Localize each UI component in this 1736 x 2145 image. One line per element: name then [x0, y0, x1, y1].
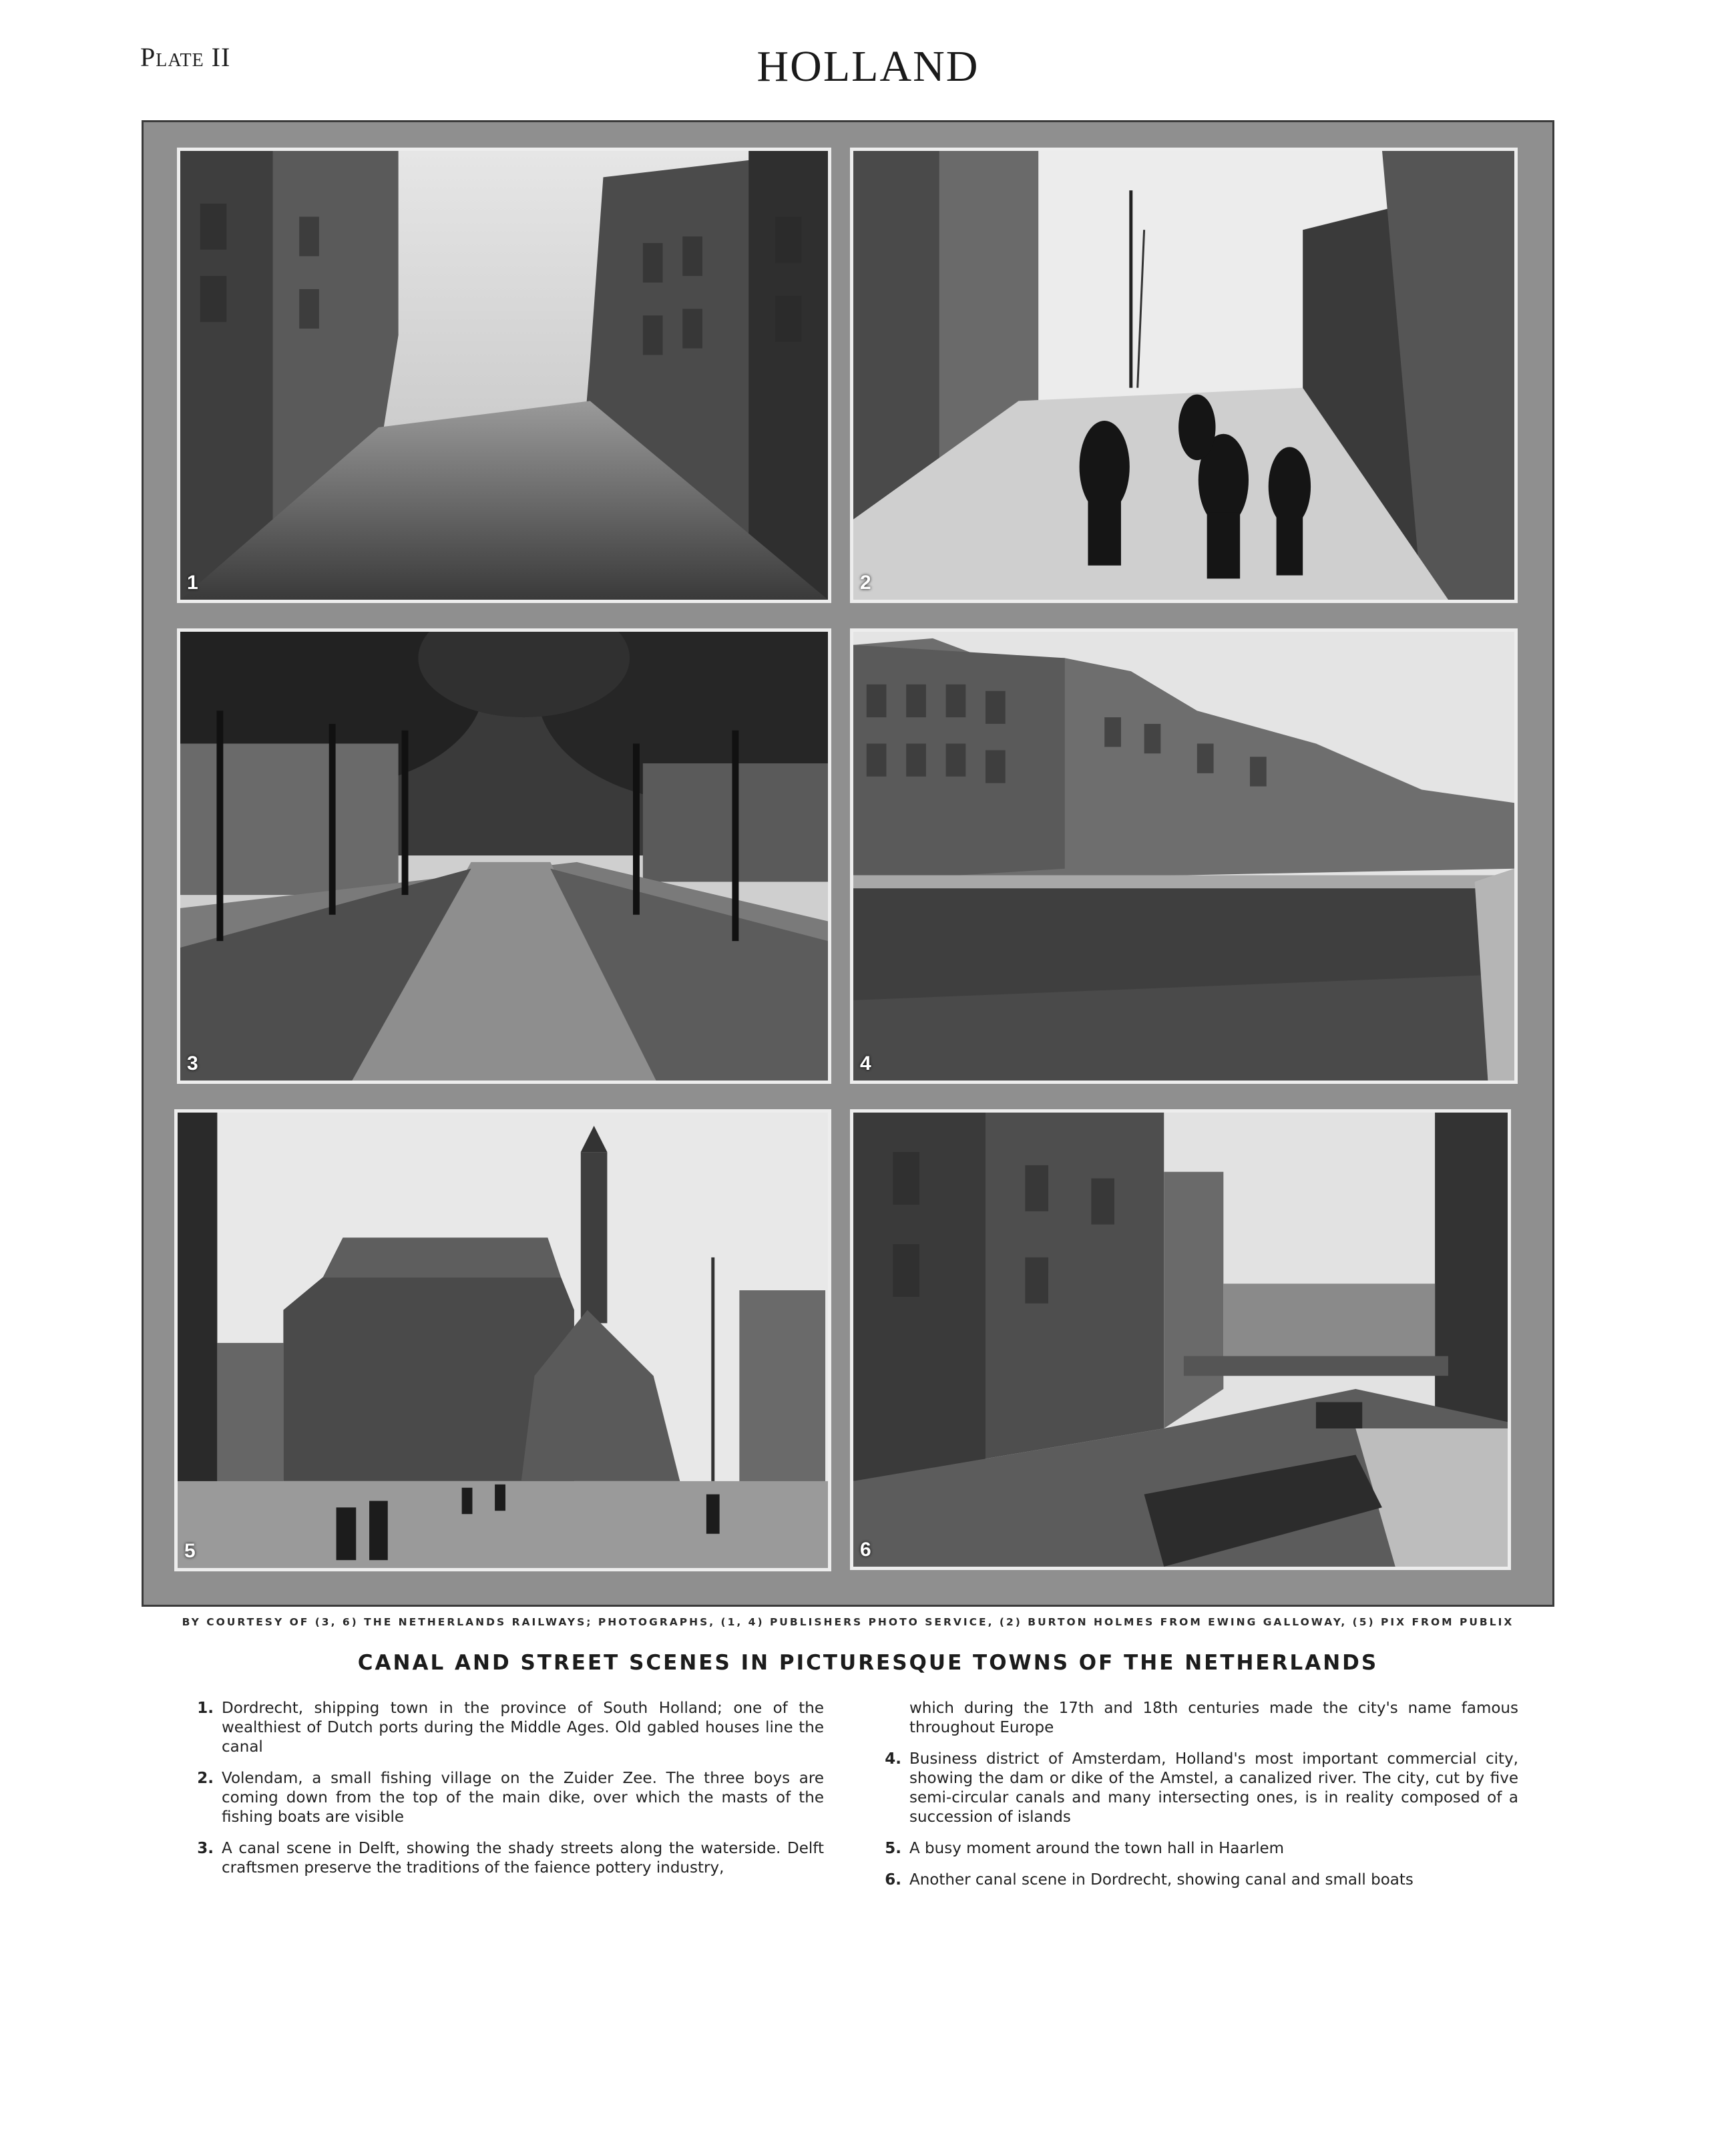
caption-text: A busy moment around the town hall in Haarlem: [909, 1840, 1285, 1857]
caption-text: Another canal scene in Dordrecht, showing canal and small boats: [909, 1871, 1414, 1889]
caption-item: [170, 1769, 824, 1827]
caption-text: A canal scene in Delft, showing the shady streets along the waterside. Delft craftsmen preserve the traditions of the faience pottery industry,: [222, 1840, 824, 1877]
photo-2-volendam-dike: [850, 148, 1518, 603]
caption-item: [857, 1839, 1518, 1859]
caption-item: [170, 1839, 824, 1878]
caption-number: 1.: [197, 1700, 214, 1717]
caption-item: [170, 1699, 824, 1757]
caption-number: 6.: [885, 1871, 901, 1889]
photo-plate: [142, 120, 1554, 1607]
caption-text: Volendam, a small fishing village on the Zuider Zee. The three boys are coming down from the top of the main dike, over which the masts of the fishing boats are visible: [222, 1770, 824, 1826]
photo-number: 2: [860, 572, 871, 594]
photo-number: 5: [184, 1540, 196, 1562]
caption-text: Dordrecht, shipping town in the province of South Holland; one of the wealthiest of Dutch ports during the Middle Ages. Old gabled houses line the canal: [222, 1700, 824, 1756]
plate-label: Plate II: [140, 42, 231, 72]
photo-credit-line: BY COURTESY OF (3, 6) THE NETHERLANDS RAILWAYS; PHOTOGRAPHS, (1, 4) PUBLISHERS PHOTO SERVICE, (2) BURTON HOLMES FROM EWING GALLOWAY, (5) PIX FROM PUBLIX: [182, 1616, 1514, 1628]
photo-number: 1: [187, 572, 198, 594]
caption-number: 4.: [885, 1750, 901, 1768]
caption-item: [857, 1871, 1518, 1890]
caption-item-continued: [857, 1699, 1518, 1738]
caption-number: 3.: [197, 1840, 214, 1857]
caption-column-left: [170, 1699, 824, 1890]
caption-number: 5.: [885, 1840, 901, 1857]
photo-5-haarlem-town-hall: [174, 1109, 831, 1571]
page-title: HOLLAND: [756, 42, 980, 91]
photo-1-dordrecht-canal: [177, 148, 831, 603]
photo-number: 6: [860, 1539, 871, 1561]
caption-item: [857, 1750, 1518, 1827]
caption-heading: CANAL AND STREET SCENES IN PICTURESQUE TOWNS OF THE NETHERLANDS: [357, 1651, 1379, 1675]
photo-3-delft-canal: [177, 628, 831, 1084]
photo-4-amsterdam-district: [850, 628, 1518, 1084]
photo-number: 4: [860, 1052, 871, 1075]
photo-6-dordrecht-boats: [850, 1109, 1511, 1570]
caption-number: 2.: [197, 1770, 214, 1787]
photo-number: 3: [187, 1052, 198, 1075]
caption-text: which during the 17th and 18th centuries made the city's name famous throughout Europe: [909, 1700, 1518, 1736]
caption-column-right: [857, 1699, 1518, 1902]
caption-text: Business district of Amsterdam, Holland's most important commercial city, showing the dam or dike of the Amstel, a canalized river. The city, cut by five semi-circular canals and many intersecting ones, is in reality composed of a succession of islands: [909, 1750, 1518, 1826]
